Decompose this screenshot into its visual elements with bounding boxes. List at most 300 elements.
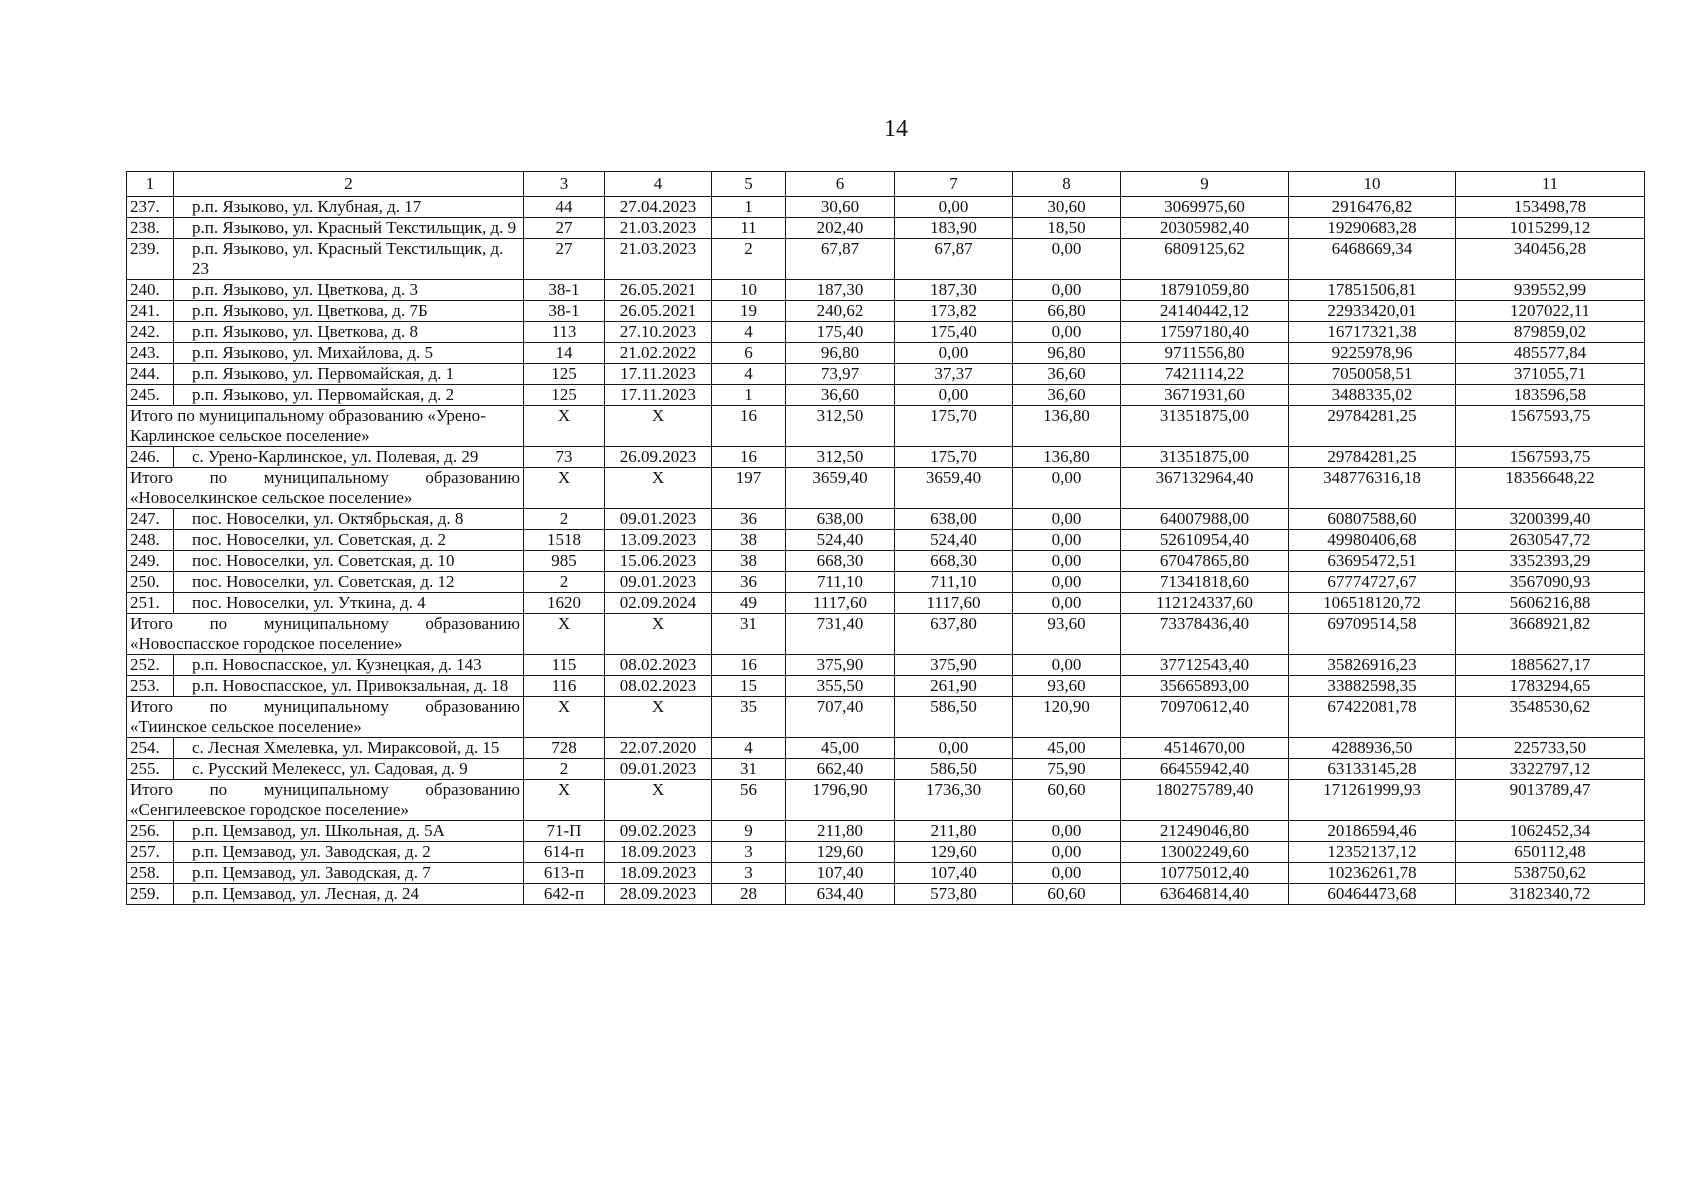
subtotal-label-line2: «Новоспасское городское поселение» [130, 634, 403, 653]
cell-c7: 0,00 [895, 385, 1013, 406]
cell-c6: 211,80 [786, 821, 895, 842]
cell-c4: Х [605, 406, 712, 447]
column-header: 10 [1289, 172, 1456, 197]
cell-c7: 37,37 [895, 364, 1013, 385]
cell-c7: 211,80 [895, 821, 1013, 842]
cell-c7: 175,70 [895, 406, 1013, 447]
cell-c5: 38 [712, 551, 786, 572]
cell-c6: 96,80 [786, 343, 895, 364]
row-number: 257. [127, 842, 174, 863]
cell-c8: 120,90 [1013, 697, 1121, 738]
cell-c10: 60464473,68 [1289, 884, 1456, 905]
row-number: 256. [127, 821, 174, 842]
cell-c6: 129,60 [786, 842, 895, 863]
cell-c8: 93,60 [1013, 614, 1121, 655]
cell-c8: 30,60 [1013, 197, 1121, 218]
column-header: 9 [1121, 172, 1289, 197]
address-cell: р.п. Языково, ул. Первомайская, д. 2 [174, 385, 524, 406]
cell-c7: 0,00 [895, 197, 1013, 218]
cell-c11: 153498,78 [1456, 197, 1645, 218]
cell-c10: 33882598,35 [1289, 676, 1456, 697]
cell-c4: 21.03.2023 [605, 218, 712, 239]
cell-c4: 27.04.2023 [605, 197, 712, 218]
cell-c7: 0,00 [895, 343, 1013, 364]
cell-c9: 71341818,60 [1121, 572, 1289, 593]
subtotal-label-line1: Итого по муниципальному образованию [130, 614, 520, 633]
cell-c10: 348776316,18 [1289, 468, 1456, 509]
cell-c3: 728 [524, 738, 605, 759]
cell-c5: 28 [712, 884, 786, 905]
cell-c4: 18.09.2023 [605, 842, 712, 863]
cell-c7: 107,40 [895, 863, 1013, 884]
cell-c9: 17597180,40 [1121, 322, 1289, 343]
cell-c11: 3668921,82 [1456, 614, 1645, 655]
cell-c11: 371055,71 [1456, 364, 1645, 385]
cell-c5: 4 [712, 364, 786, 385]
row-number: 259. [127, 884, 174, 905]
address-cell: пос. Новоселки, ул. Советская, д. 2 [174, 530, 524, 551]
cell-c11: 538750,62 [1456, 863, 1645, 884]
cell-c6: 312,50 [786, 447, 895, 468]
cell-c5: 3 [712, 842, 786, 863]
cell-c4: 15.06.2023 [605, 551, 712, 572]
address-cell: р.п. Языково, ул. Красный Текстильщик, д. 9 [174, 218, 524, 239]
cell-c8: 93,60 [1013, 676, 1121, 697]
cell-c4: Х [605, 697, 712, 738]
row-number: 244. [127, 364, 174, 385]
cell-c7: 524,40 [895, 530, 1013, 551]
cell-c10: 6468669,34 [1289, 239, 1456, 280]
cell-c3: 73 [524, 447, 605, 468]
cell-c4: 17.11.2023 [605, 364, 712, 385]
cell-c10: 29784281,25 [1289, 447, 1456, 468]
cell-c5: 2 [712, 239, 786, 280]
cell-c4: 21.03.2023 [605, 239, 712, 280]
cell-c3: Х [524, 468, 605, 509]
cell-c8: 0,00 [1013, 655, 1121, 676]
cell-c8: 66,80 [1013, 301, 1121, 322]
cell-c5: 35 [712, 697, 786, 738]
cell-c10: 49980406,68 [1289, 530, 1456, 551]
cell-c9: 31351875,00 [1121, 447, 1289, 468]
cell-c8: 0,00 [1013, 322, 1121, 343]
subtotal-row [127, 406, 1645, 447]
address-cell: пос. Новоселки, ул. Уткина, д. 4 [174, 593, 524, 614]
cell-c6: 175,40 [786, 322, 895, 343]
cell-c9: 52610954,40 [1121, 530, 1289, 551]
cell-c4: 09.02.2023 [605, 821, 712, 842]
row-number: 253. [127, 676, 174, 697]
table-row [127, 447, 1645, 468]
cell-c6: 240,62 [786, 301, 895, 322]
cell-c5: 10 [712, 280, 786, 301]
cell-c4: 21.02.2022 [605, 343, 712, 364]
column-header: 4 [605, 172, 712, 197]
cell-c7: 1117,60 [895, 593, 1013, 614]
cell-c9: 21249046,80 [1121, 821, 1289, 842]
cell-c11: 18356648,22 [1456, 468, 1645, 509]
row-number: 255. [127, 759, 174, 780]
cell-c8: 0,00 [1013, 842, 1121, 863]
cell-c5: 36 [712, 509, 786, 530]
cell-c10: 17851506,81 [1289, 280, 1456, 301]
subtotal-label [127, 780, 524, 821]
column-header: 7 [895, 172, 1013, 197]
cell-c9: 10775012,40 [1121, 863, 1289, 884]
cell-c7: 0,00 [895, 738, 1013, 759]
cell-c4: Х [605, 614, 712, 655]
cell-c9: 180275789,40 [1121, 780, 1289, 821]
cell-c3: Х [524, 614, 605, 655]
table-row [127, 676, 1645, 697]
cell-c9: 31351875,00 [1121, 406, 1289, 447]
register-table [126, 171, 1645, 905]
cell-c11: 3352393,29 [1456, 551, 1645, 572]
cell-c10: 3488335,02 [1289, 385, 1456, 406]
row-number: 243. [127, 343, 174, 364]
subtotal-label-line1: Итого по муниципальному образованию [130, 468, 520, 487]
cell-c4: 17.11.2023 [605, 385, 712, 406]
cell-c4: Х [605, 468, 712, 509]
cell-c5: 16 [712, 406, 786, 447]
column-header: 6 [786, 172, 895, 197]
cell-c11: 9013789,47 [1456, 780, 1645, 821]
cell-c3: 2 [524, 759, 605, 780]
cell-c9: 66455942,40 [1121, 759, 1289, 780]
subtotal-row [127, 780, 1645, 821]
header-row [127, 172, 1645, 197]
cell-c8: 0,00 [1013, 863, 1121, 884]
row-number: 254. [127, 738, 174, 759]
cell-c9: 20305982,40 [1121, 218, 1289, 239]
cell-c8: 36,60 [1013, 364, 1121, 385]
subtotal-label-line2: «Сенгилеевское городское поселение» [130, 800, 409, 819]
cell-c3: 1620 [524, 593, 605, 614]
cell-c5: 3 [712, 863, 786, 884]
address-cell: р.п. Языково, ул. Клубная, д. 17 [174, 197, 524, 218]
row-number: 238. [127, 218, 174, 239]
cell-c3: 642-п [524, 884, 605, 905]
cell-c6: 707,40 [786, 697, 895, 738]
cell-c5: 6 [712, 343, 786, 364]
cell-c4: Х [605, 780, 712, 821]
cell-c11: 485577,84 [1456, 343, 1645, 364]
cell-c4: 26.05.2021 [605, 280, 712, 301]
cell-c4: 09.01.2023 [605, 759, 712, 780]
cell-c4: 28.09.2023 [605, 884, 712, 905]
cell-c8: 75,90 [1013, 759, 1121, 780]
address-cell: р.п. Языково, ул. Цветкова, д. 7Б [174, 301, 524, 322]
cell-c3: 985 [524, 551, 605, 572]
cell-c7: 261,90 [895, 676, 1013, 697]
cell-c9: 70970612,40 [1121, 697, 1289, 738]
cell-c10: 4288936,50 [1289, 738, 1456, 759]
cell-c6: 67,87 [786, 239, 895, 280]
address-cell: р.п. Новоспасское, ул. Привокзальная, д. 18 [174, 676, 524, 697]
cell-c11: 3567090,93 [1456, 572, 1645, 593]
cell-c9: 112124337,60 [1121, 593, 1289, 614]
subtotal-label-line1: Итого по муниципальному образованию «Урено- [130, 406, 486, 425]
subtotal-row [127, 614, 1645, 655]
cell-c11: 650112,48 [1456, 842, 1645, 863]
cell-c11: 183596,58 [1456, 385, 1645, 406]
column-header: 1 [127, 172, 174, 197]
subtotal-label [127, 697, 524, 738]
cell-c10: 7050058,51 [1289, 364, 1456, 385]
cell-c10: 20186594,46 [1289, 821, 1456, 842]
table-row [127, 863, 1645, 884]
row-number: 251. [127, 593, 174, 614]
cell-c9: 73378436,40 [1121, 614, 1289, 655]
cell-c7: 711,10 [895, 572, 1013, 593]
table-row [127, 218, 1645, 239]
cell-c11: 2630547,72 [1456, 530, 1645, 551]
column-header: 8 [1013, 172, 1121, 197]
row-number: 239. [127, 239, 174, 280]
cell-c6: 355,50 [786, 676, 895, 697]
cell-c3: 2 [524, 509, 605, 530]
table-row [127, 343, 1645, 364]
row-number: 245. [127, 385, 174, 406]
cell-c10: 63133145,28 [1289, 759, 1456, 780]
table-row [127, 197, 1645, 218]
table-row [127, 738, 1645, 759]
cell-c11: 3182340,72 [1456, 884, 1645, 905]
table-row [127, 759, 1645, 780]
cell-c6: 1796,90 [786, 780, 895, 821]
cell-c10: 69709514,58 [1289, 614, 1456, 655]
row-number: 241. [127, 301, 174, 322]
cell-c3: 2 [524, 572, 605, 593]
cell-c9: 6809125,62 [1121, 239, 1289, 280]
cell-c4: 08.02.2023 [605, 655, 712, 676]
cell-c8: 0,00 [1013, 821, 1121, 842]
cell-c9: 367132964,40 [1121, 468, 1289, 509]
address-cell: р.п. Цемзавод, ул. Лесная, д. 24 [174, 884, 524, 905]
cell-c9: 24140442,12 [1121, 301, 1289, 322]
subtotal-label [127, 614, 524, 655]
cell-c10: 12352137,12 [1289, 842, 1456, 863]
cell-c5: 1 [712, 385, 786, 406]
subtotal-label-line1: Итого по муниципальному образованию [130, 697, 520, 716]
table-row [127, 655, 1645, 676]
cell-c6: 107,40 [786, 863, 895, 884]
cell-c8: 136,80 [1013, 447, 1121, 468]
cell-c6: 634,40 [786, 884, 895, 905]
address-cell: с. Урено-Карлинское, ул. Полевая, д. 29 [174, 447, 524, 468]
subtotal-label [127, 406, 524, 447]
address-cell: р.п. Языково, ул. Михайлова, д. 5 [174, 343, 524, 364]
row-number: 237. [127, 197, 174, 218]
cell-c8: 0,00 [1013, 280, 1121, 301]
cell-c9: 7421114,22 [1121, 364, 1289, 385]
cell-c8: 0,00 [1013, 530, 1121, 551]
cell-c11: 3548530,62 [1456, 697, 1645, 738]
cell-c3: 27 [524, 239, 605, 280]
cell-c4: 26.05.2021 [605, 301, 712, 322]
cell-c4: 09.01.2023 [605, 509, 712, 530]
cell-c4: 27.10.2023 [605, 322, 712, 343]
subtotal-row [127, 697, 1645, 738]
address-cell: р.п. Новоспасское, ул. Кузнецкая, д. 143 [174, 655, 524, 676]
cell-c11: 225733,50 [1456, 738, 1645, 759]
row-number: 242. [127, 322, 174, 343]
cell-c8: 60,60 [1013, 780, 1121, 821]
subtotal-label [127, 468, 524, 509]
cell-c10: 19290683,28 [1289, 218, 1456, 239]
cell-c7: 586,50 [895, 697, 1013, 738]
row-number: 250. [127, 572, 174, 593]
cell-c9: 3671931,60 [1121, 385, 1289, 406]
page-number: 14 [884, 116, 908, 142]
cell-c11: 879859,02 [1456, 322, 1645, 343]
cell-c7: 183,90 [895, 218, 1013, 239]
cell-c5: 56 [712, 780, 786, 821]
cell-c6: 36,60 [786, 385, 895, 406]
cell-c3: 38-1 [524, 301, 605, 322]
cell-c10: 60807588,60 [1289, 509, 1456, 530]
column-header: 3 [524, 172, 605, 197]
cell-c11: 5606216,88 [1456, 593, 1645, 614]
cell-c5: 4 [712, 322, 786, 343]
table-row [127, 280, 1645, 301]
cell-c9: 35665893,00 [1121, 676, 1289, 697]
column-header: 11 [1456, 172, 1645, 197]
cell-c11: 3200399,40 [1456, 509, 1645, 530]
cell-c7: 1736,30 [895, 780, 1013, 821]
table-row [127, 301, 1645, 322]
cell-c6: 187,30 [786, 280, 895, 301]
address-cell: р.п. Языково, ул. Красный Текстильщик, д. 23 [174, 239, 524, 280]
cell-c10: 2916476,82 [1289, 197, 1456, 218]
cell-c9: 67047865,80 [1121, 551, 1289, 572]
cell-c7: 638,00 [895, 509, 1013, 530]
table-row [127, 322, 1645, 343]
cell-c4: 02.09.2024 [605, 593, 712, 614]
cell-c11: 1885627,17 [1456, 655, 1645, 676]
cell-c3: 113 [524, 322, 605, 343]
cell-c3: 125 [524, 385, 605, 406]
row-number: 240. [127, 280, 174, 301]
table-row [127, 364, 1645, 385]
cell-c10: 63695472,51 [1289, 551, 1456, 572]
cell-c3: 613-п [524, 863, 605, 884]
cell-c6: 375,90 [786, 655, 895, 676]
cell-c9: 9711556,80 [1121, 343, 1289, 364]
address-cell: р.п. Цемзавод, ул. Заводская, д. 7 [174, 863, 524, 884]
cell-c10: 67422081,78 [1289, 697, 1456, 738]
address-cell: р.п. Языково, ул. Первомайская, д. 1 [174, 364, 524, 385]
cell-c7: 375,90 [895, 655, 1013, 676]
column-header: 2 [174, 172, 524, 197]
row-number: 252. [127, 655, 174, 676]
cell-c5: 1 [712, 197, 786, 218]
cell-c9: 18791059,80 [1121, 280, 1289, 301]
cell-c6: 524,40 [786, 530, 895, 551]
address-cell: с. Русский Мелекесс, ул. Садовая, д. 9 [174, 759, 524, 780]
cell-c3: 1518 [524, 530, 605, 551]
cell-c3: 44 [524, 197, 605, 218]
cell-c3: Х [524, 697, 605, 738]
table-row [127, 509, 1645, 530]
cell-c5: 16 [712, 655, 786, 676]
cell-c3: 125 [524, 364, 605, 385]
cell-c6: 668,30 [786, 551, 895, 572]
cell-c3: 14 [524, 343, 605, 364]
cell-c4: 22.07.2020 [605, 738, 712, 759]
cell-c4: 08.02.2023 [605, 676, 712, 697]
cell-c6: 73,97 [786, 364, 895, 385]
subtotal-label-line2: «Тиинское сельское поселение» [130, 717, 362, 736]
cell-c6: 30,60 [786, 197, 895, 218]
cell-c8: 0,00 [1013, 239, 1121, 280]
cell-c7: 573,80 [895, 884, 1013, 905]
cell-c10: 67774727,67 [1289, 572, 1456, 593]
table-row [127, 884, 1645, 905]
cell-c7: 668,30 [895, 551, 1013, 572]
cell-c10: 29784281,25 [1289, 406, 1456, 447]
cell-c11: 1567593,75 [1456, 406, 1645, 447]
row-number: 258. [127, 863, 174, 884]
address-cell: р.п. Цемзавод, ул. Школьная, д. 5А [174, 821, 524, 842]
cell-c10: 22933420,01 [1289, 301, 1456, 322]
address-cell: р.п. Языково, ул. Цветкова, д. 8 [174, 322, 524, 343]
cell-c7: 173,82 [895, 301, 1013, 322]
address-cell: р.п. Языково, ул. Цветкова, д. 3 [174, 280, 524, 301]
cell-c5: 36 [712, 572, 786, 593]
cell-c11: 1062452,34 [1456, 821, 1645, 842]
cell-c9: 63646814,40 [1121, 884, 1289, 905]
table-row [127, 530, 1645, 551]
cell-c8: 0,00 [1013, 509, 1121, 530]
cell-c11: 1015299,12 [1456, 218, 1645, 239]
cell-c5: 197 [712, 468, 786, 509]
cell-c6: 711,10 [786, 572, 895, 593]
cell-c10: 16717321,38 [1289, 322, 1456, 343]
column-header: 5 [712, 172, 786, 197]
cell-c8: 0,00 [1013, 551, 1121, 572]
cell-c8: 36,60 [1013, 385, 1121, 406]
cell-c6: 45,00 [786, 738, 895, 759]
address-cell: пос. Новоселки, ул. Октябрьская, д. 8 [174, 509, 524, 530]
cell-c4: 26.09.2023 [605, 447, 712, 468]
cell-c3: 38-1 [524, 280, 605, 301]
cell-c9: 13002249,60 [1121, 842, 1289, 863]
cell-c3: 71-П [524, 821, 605, 842]
row-number: 249. [127, 551, 174, 572]
cell-c5: 16 [712, 447, 786, 468]
cell-c11: 939552,99 [1456, 280, 1645, 301]
subtotal-label-line1: Итого по муниципальному образованию [130, 780, 520, 799]
cell-c3: Х [524, 406, 605, 447]
cell-c9: 3069975,60 [1121, 197, 1289, 218]
cell-c6: 202,40 [786, 218, 895, 239]
cell-c7: 586,50 [895, 759, 1013, 780]
cell-c11: 1783294,65 [1456, 676, 1645, 697]
cell-c4: 09.01.2023 [605, 572, 712, 593]
cell-c3: Х [524, 780, 605, 821]
cell-c3: 116 [524, 676, 605, 697]
cell-c10: 171261999,93 [1289, 780, 1456, 821]
cell-c4: 18.09.2023 [605, 863, 712, 884]
row-number: 248. [127, 530, 174, 551]
cell-c6: 638,00 [786, 509, 895, 530]
cell-c8: 0,00 [1013, 468, 1121, 509]
cell-c6: 1117,60 [786, 593, 895, 614]
cell-c7: 175,70 [895, 447, 1013, 468]
table-row [127, 572, 1645, 593]
cell-c5: 49 [712, 593, 786, 614]
